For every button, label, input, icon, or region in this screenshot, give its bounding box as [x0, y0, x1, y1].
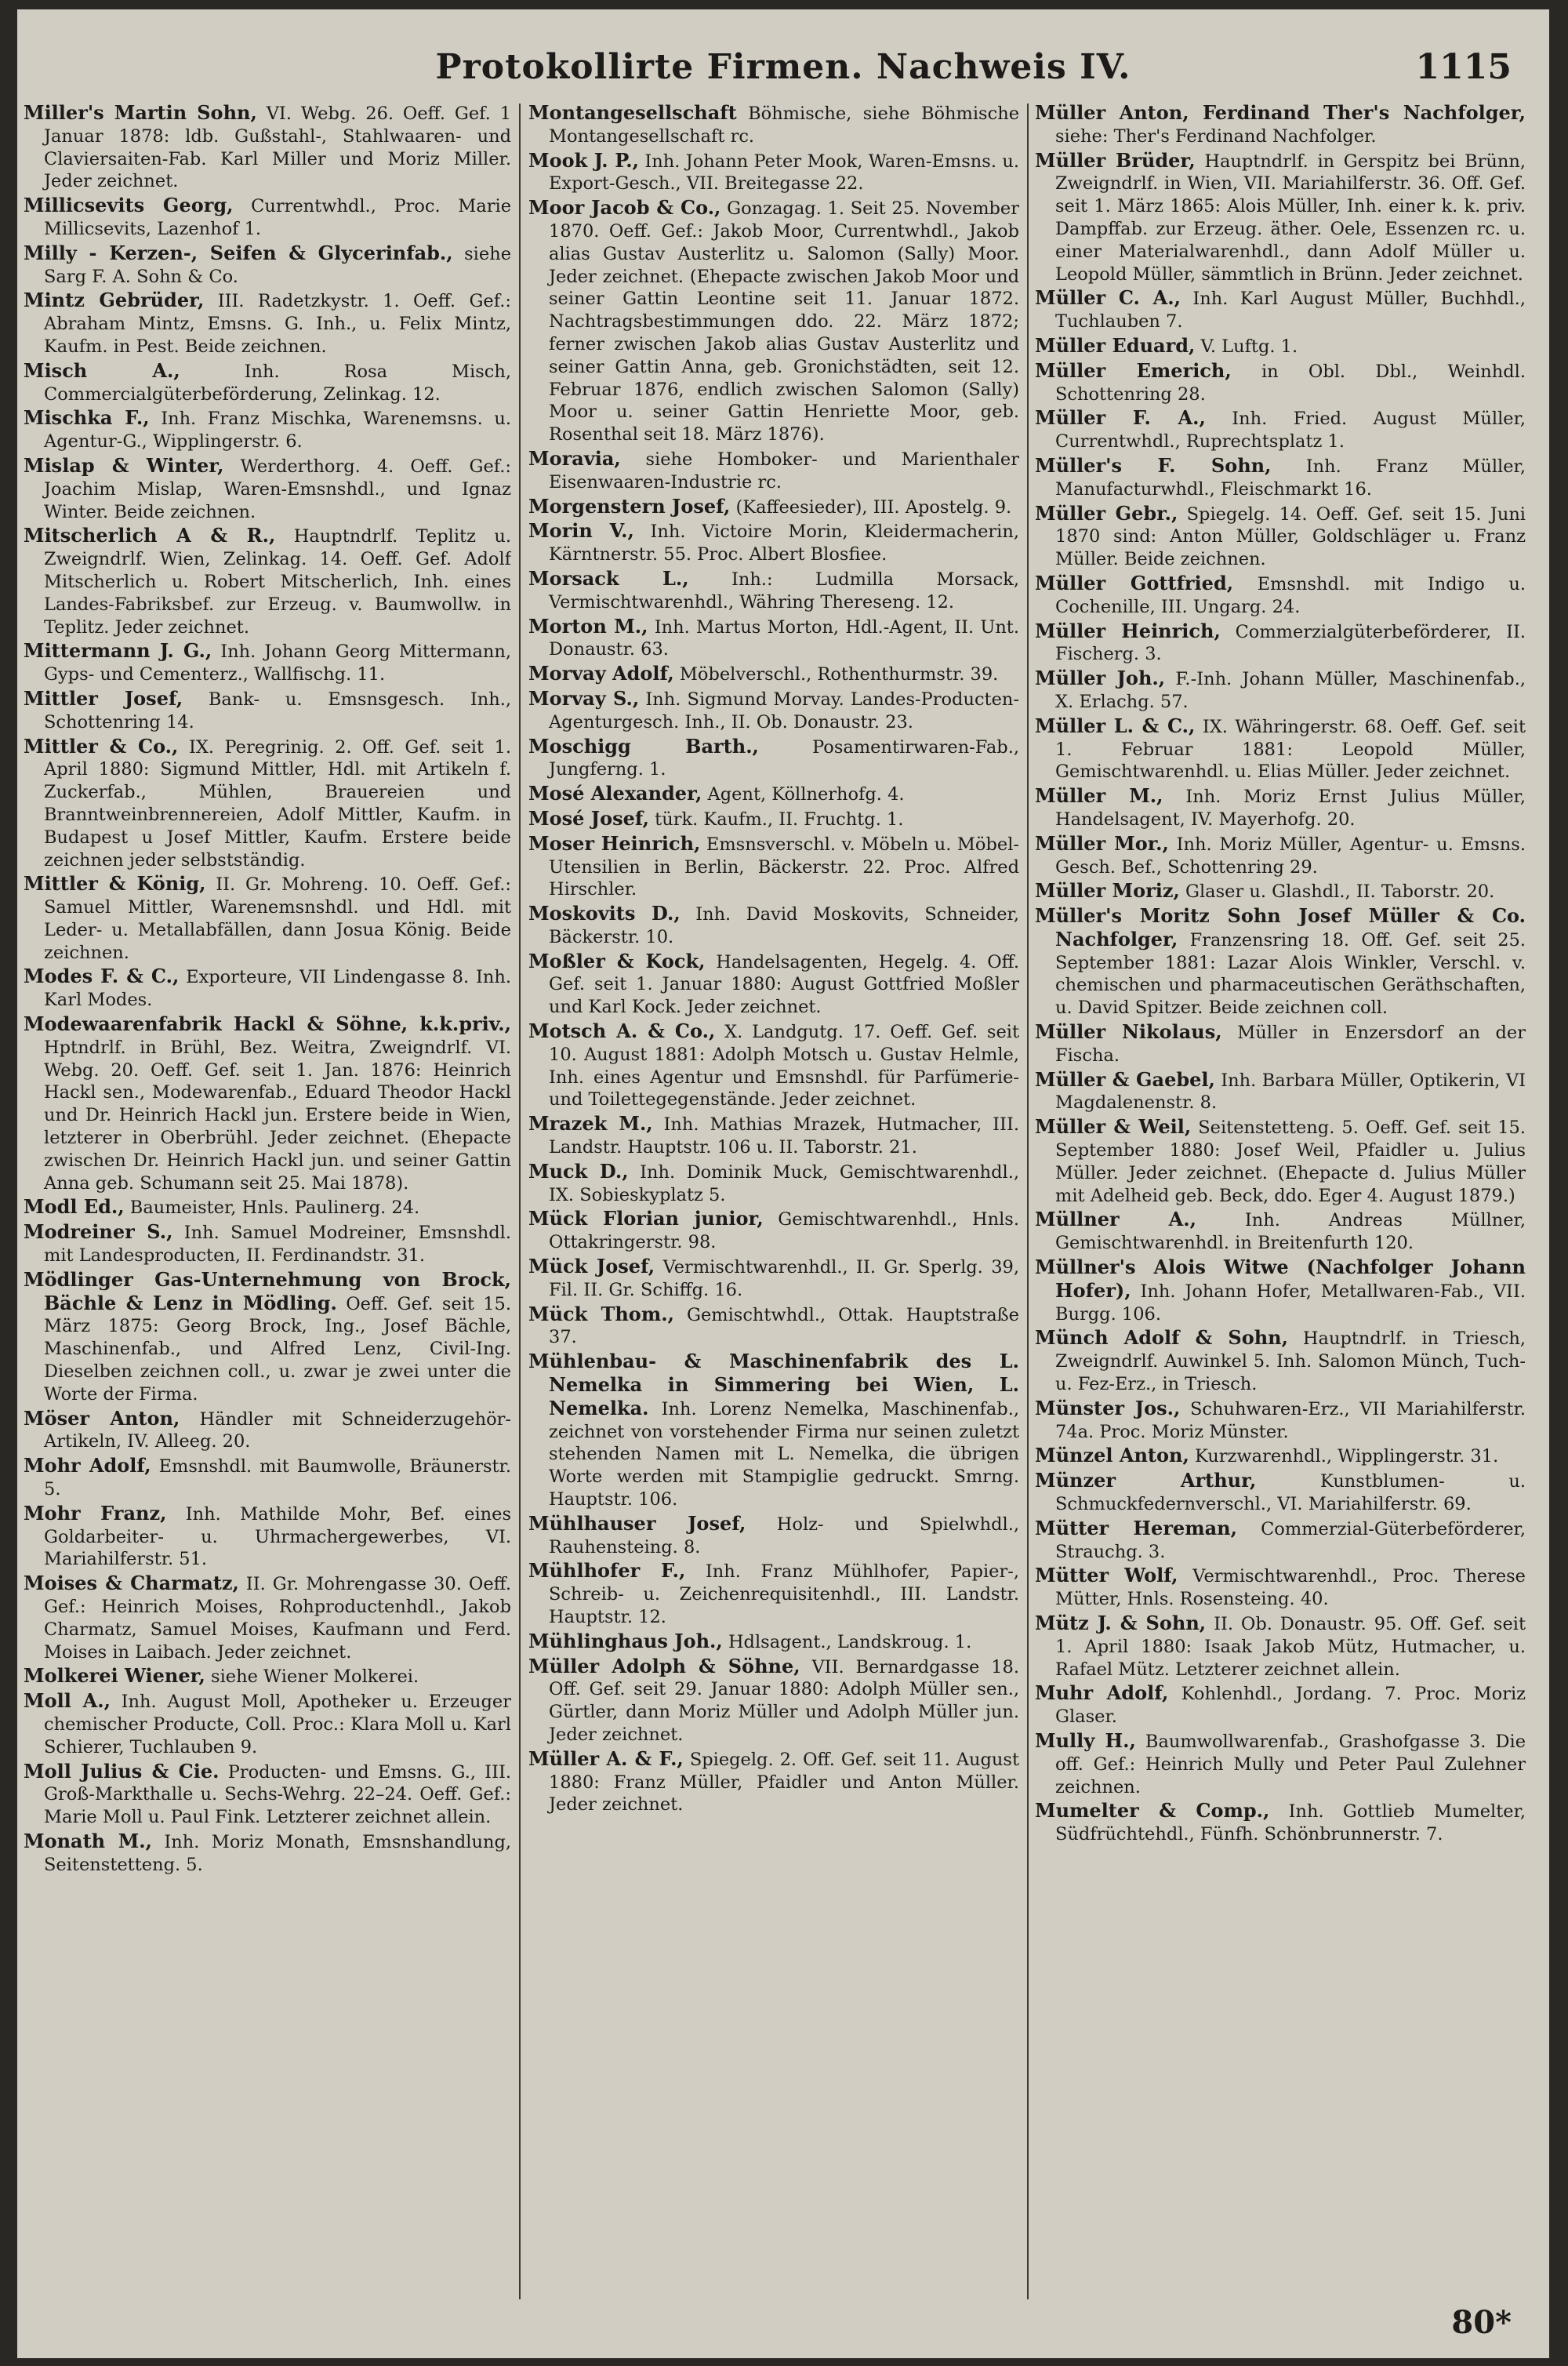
- directory-entry: [528, 496, 1019, 519]
- firm-details: Agent, Köllnerhofg. 4.: [707, 784, 905, 805]
- firm-name: Muck D.,: [528, 1159, 629, 1183]
- firm-name: Müller Anton, Ferdinand Ther's Nachfolger,: [1035, 102, 1526, 124]
- firm-name: Müller Eduard,: [1035, 333, 1196, 357]
- directory-entry: [1035, 287, 1526, 333]
- firm-name: Moskovits D.,: [528, 902, 681, 925]
- firm-details: Exporteure, VII Lindengasse 8. Inh. Karl Modes.: [44, 967, 511, 1011]
- firm-name: Müller Joh.,: [1035, 667, 1166, 690]
- firm-details: Gemischtwarenhdl., Hnls. Ottakringerstr. 98.: [549, 1209, 1019, 1253]
- firm-details: Seitenstetteng. 5. Oeff. Gef. seit 15. September 1880: Josef Weil, Pfaidler u. Julius Müller. Jeder zeichnet. (Ehepacte d. Julius Müller mit Adelheid geb. Beck, ddo. Eger 4. August 1879.): [1055, 1118, 1526, 1206]
- firm-details: Baumwollwarenfab., Grashofgasse 3. Die off. Gef.: Heinrich Mully und Peter Paul Zulehner zeichnen.: [1055, 1731, 1526, 1797]
- directory-entry: [24, 1455, 511, 1501]
- directory-entry: [1035, 667, 1526, 714]
- firm-details: Hptndrlf. in Brühl, Bez. Weitra, Zweigndrlf. VI. Webg. 20. Oeff. Gef. seit 1. Jan. 1876: Heinrich Hackl sen., Modewarenfab., Eduard Theodor Hackl und Dr. Heinrich Hackl jun. Erstere beide in Wien, letzterer in Oberbrühl. Jeder zeichnet. (Ehepacte zwischen Dr. Heinrich Hackl jun. und seiner Gattin Anna geb. Schumann seit 25. Mai 1878).: [44, 1037, 511, 1194]
- firm-details: Inh. Karl August Müller, Buchhdl., Tuchlauben 7.: [1055, 289, 1526, 333]
- firm-name: Müller Mor.,: [1035, 831, 1169, 855]
- directory-entry: [528, 1513, 1019, 1559]
- firm-details: Inh. Mathilde Mohr, Bef. eines Goldarbeiter- u. Uhrmachergewerbes, VI. Mariahilferstr. 51.: [44, 1503, 511, 1570]
- directory-entry: [24, 965, 511, 1012]
- firm-details: Inh. David Moskovits, Schneider, Bäckerstr. 10.: [549, 904, 1019, 947]
- directory-entry: [528, 1161, 1019, 1207]
- firm-name: Mittermann J. G.,: [24, 639, 212, 663]
- firm-details: Inh.: Ludmilla Morsack, Vermischtwarenhdl., Währing Thereseng. 12.: [549, 569, 1019, 612]
- directory-entry: [1035, 1445, 1526, 1468]
- directory-entry: [528, 950, 1019, 1019]
- firm-name: Müller C. A.,: [1035, 286, 1181, 310]
- firm-details: VI. Webg. 26. Oeff. Gef. 1 Januar 1878: ldb. Gußstahl-, Stahlwaaren- und Claviersaiten-Fab. Karl Miller und Moriz Miller. Jeder zeichnet.: [44, 104, 511, 192]
- directory-entry: [24, 1408, 511, 1454]
- firm-name: Müller A. & F.,: [528, 1746, 684, 1770]
- directory-entry: [1035, 1327, 1526, 1395]
- directory-entry: [528, 1748, 1019, 1816]
- firm-details: Producten- und Emsns. G., III. Groß-Markthalle u. Sechs-Wehrg. 22–24. Oeff. Gef.: Marie Moll u. Paul Fink. Letzterer zeichnet allein.: [44, 1761, 511, 1828]
- directory-entry: [24, 194, 511, 241]
- directory-entry: [528, 616, 1019, 662]
- directory-entry: [1035, 1256, 1526, 1325]
- page-title: Protokollirte Firmen. Nachweis IV.: [435, 47, 1131, 87]
- firm-name: Möser Anton,: [24, 1406, 180, 1430]
- directory-entry: [24, 1830, 511, 1877]
- firm-name: Mittler & Co.,: [24, 734, 179, 758]
- firm-details: Inh. Samuel Modreiner, Emsnshdl. mit Landesproducten, II. Ferdinandstr. 31.: [44, 1223, 511, 1267]
- firm-details: Hauptndrlf. Teplitz u. Zweigndrlf. Wien, Zelinkag. 14. Oeff. Gef. Adolf Mitscherlich u. Robert Mitscherlich, Inh. eines Landes-Fabriksbef. zur Erzeug. v. Baumwollw. in Teplitz. Jeder zeichnet.: [44, 526, 511, 638]
- firm-name: Müller & Gaebel,: [1035, 1067, 1215, 1091]
- firm-name: Miller's Martin Sohn,: [24, 102, 257, 124]
- firm-name: Mumelter & Comp.,: [1035, 1799, 1270, 1823]
- firm-details: Emsnshdl. mit Baumwolle, Bräunerstr. 5.: [44, 1456, 511, 1500]
- firm-details: Emsnsverschl. v. Möbeln u. Möbel-Utensilien in Berlin, Bäckerstr. 22. Proc. Alfred Hirschler.: [549, 834, 1019, 900]
- directory-entry: [528, 1208, 1019, 1254]
- directory-entry: [528, 520, 1019, 566]
- firm-details: Vermischtwarenhdl., Proc. Therese Mütter, Hnls. Rosensteing. 40.: [1055, 1566, 1526, 1610]
- firm-details: Commerzialgüterbeförderer, II. Fischerg. 3.: [1055, 621, 1526, 665]
- directory-entry: [1035, 1116, 1526, 1207]
- firm-name: Morin V.,: [528, 519, 634, 543]
- directory-entry: [24, 525, 511, 638]
- firm-details: Spiegelg. 2. Off. Gef. seit 11. August 1880: Franz Müller, Pfaidler und Anton Müller. Jeder zeichnet.: [549, 1749, 1019, 1815]
- firm-name: Moravia,: [528, 446, 621, 470]
- firm-details: III. Radetzkystr. 1. Oeff. Gef.: Abraham Mintz, Emsns. G. Inh., u. Felix Mintz, Kaufm. in Pest. Beide zeichnen.: [44, 291, 511, 357]
- firm-name: Moor Jacob & Co.,: [528, 196, 721, 220]
- directory-entry: [528, 663, 1019, 686]
- firm-details: II. Gr. Mohreng. 10. Oeff. Gef.: Samuel Mittler, Warenemsnshdl. und Hdl. mit Leder- u. Metallabfällen, dann Josua König. Beide zeichnen.: [44, 874, 511, 963]
- firm-name: Mütz J. & Sohn,: [1035, 1612, 1207, 1634]
- directory-entry: [24, 873, 511, 964]
- firm-details: Inh. Mathias Mrazek, Hutmacher, III. Landstr. Hauptstr. 106 u. II. Taborstr. 21.: [549, 1114, 1019, 1158]
- directory-entry: [1035, 1565, 1526, 1611]
- column-divider: [519, 104, 521, 2299]
- firm-name: Müller Gebr.,: [1035, 501, 1178, 525]
- firm-name: Mück Thom.,: [528, 1302, 674, 1325]
- firm-details: Inh. Victoire Morin, Kleidermacherin, Kärntnerstr. 55. Proc. Albert Blosfiee.: [549, 522, 1019, 565]
- firm-details: Handelsagenten, Hegelg. 4. Off. Gef. seit 1. Januar 1880: August Gottfried Moßler und Karl Kock. Jeder zeichnet.: [549, 951, 1019, 1018]
- firm-details: siehe Sarg F. A. Sohn & Co.: [44, 243, 511, 287]
- directory-entry: [1035, 1730, 1526, 1798]
- firm-name: Mödlinger Gas-Unternehmung von Brock, Bächle & Lenz in Mödling.: [24, 1267, 511, 1314]
- firm-name: Moßler & Kock,: [528, 949, 706, 972]
- directory-entry: [1035, 1612, 1526, 1681]
- firm-name: Mislap & Winter,: [24, 453, 224, 477]
- directory-entry: [528, 688, 1019, 734]
- firm-name: Müller Brüder,: [1035, 148, 1196, 172]
- firm-details: Inh. Andreas Müllner, Gemischtwarenhdl. in Breitenfurth 120.: [1055, 1210, 1526, 1254]
- firm-details: türk. Kaufm., II. Fruchtg. 1.: [655, 809, 904, 830]
- firm-details: IX. Peregrinig. 2. Off. Gef. seit 1. April 1880: Sigmund Mittler, Hdl. mit Artikeln f. Zuckerfab., Mühlen, Brauereien und Branntweinbrennereien, Adolf Mittler, Kaufm. in Budapest u Josef Mittler, Kaufm. Erstere beide zeichnen jeder selbstständig.: [44, 736, 511, 870]
- firm-details: (Kaffeesieder), III. Apostelg. 9.: [735, 496, 1012, 518]
- firm-details: Holz- und Spielwhdl., Rauhensteing. 8.: [549, 1514, 1019, 1557]
- directory-entry: [24, 1665, 511, 1688]
- firm-details: Hauptndrlf. in Gerspitz bei Brünn, Zweigndrlf. in Wien, VII. Mariahilferstr. 36. Off. Gef. seit 1. März 1865: Alois Müller, Inh. einer k. k. priv. Dampffab. zur Erzeug. äther. Oele, Essenzen rc. u. einer Materialwarenhdl., dann Adolf Müller u. Leopold Müller, sämmtlich in Brünn. Jeder zeichnet.: [1055, 151, 1526, 285]
- firm-name: Müller's F. Sohn,: [1035, 453, 1272, 477]
- firm-name: Monath M.,: [24, 1829, 152, 1852]
- firm-details: Spiegelg. 14. Oeff. Gef. seit 15. Juni 1870 sind: Anton Müller, Goldschläger u. Franz Müller. Beide zeichnen.: [1055, 503, 1526, 570]
- firm-name: Misch A.,: [24, 358, 180, 382]
- firm-name: Mitscherlich A & R.,: [24, 524, 276, 547]
- directory-entry: [528, 1303, 1019, 1350]
- firm-details: Böhmische, siehe Böhmische Montangesellschaft rc.: [549, 104, 1019, 147]
- firm-name: Müller Nikolaus,: [1035, 1020, 1222, 1044]
- column-3: [1035, 102, 1526, 2298]
- directory-entry: [528, 1256, 1019, 1302]
- firm-name: Muhr Adolf,: [1035, 1681, 1169, 1705]
- directory-entry: [24, 289, 511, 358]
- firm-name: Modes F. & C.,: [24, 965, 180, 988]
- firm-details: Müller in Enzersdorf an der Fischa.: [1055, 1023, 1526, 1066]
- directory-entry: [24, 1761, 511, 1829]
- column-2: [528, 102, 1019, 2298]
- column-1: [24, 102, 511, 2298]
- firm-details: Werderthorg. 4. Oeff. Gef.: Joachim Mislap, Waren-Emsnshdl., und Ignaz Winter. Beide zeichnen.: [44, 456, 511, 522]
- firm-details: Posamentirwaren-Fab., Jungferng. 1.: [549, 736, 1019, 780]
- directory-entry: [24, 1690, 511, 1758]
- firm-details: Inh. Rosa Misch, Commercialgüterbeförderung, Zelinkag. 12.: [44, 361, 511, 405]
- directory-entry: [24, 360, 511, 406]
- firm-details: Kurzwarenhdl., Wipplingerstr. 31.: [1194, 1446, 1499, 1467]
- firm-name: Müllner A.,: [1035, 1208, 1197, 1231]
- directory-entry: [24, 1196, 511, 1219]
- firm-details: Gonzagag. 1. Seit 25. November 1870. Oeff. Gef.: Jakob Moor, Currentwhdl., Jakob alias Gustav Austerlitz u. Salomon (Sally) Moor. Jeder zeichnet. (Ehepacte zwischen Jakob Moor und seiner Gattin Leontine seit 11. Januar 1872. Nachtragsbestimmungen ddo. 22. März 1872; ferner zwischen Jakob alias Gustav Austerlitz und seiner Gattin Anna, geb. Gronichstädten, seit 12. Februar 1876, endlich zwischen Salomon (Sally) Moor u. seiner Gattin Henriette Moor, geb. Rosenthal seit 18. März 1876).: [549, 198, 1019, 445]
- firm-name: Mook J. P.,: [528, 148, 639, 172]
- page-header: [17, 9, 1549, 96]
- directory-entry: [528, 1113, 1019, 1159]
- directory-entry: [528, 833, 1019, 901]
- firm-details: Inh. Fried. August Müller, Currentwhdl., Ruprechtsplatz 1.: [1055, 409, 1526, 452]
- firm-details: Hauptndrlf. in Triesch, Zweigndrlf. Auwinkel 5. Inh. Salomon Münch, Tuch- u. Fez-Erz., in Triesch.: [1055, 1328, 1526, 1395]
- firm-name: Mischka F.,: [24, 406, 150, 430]
- firm-details: Möbelverschl., Rothenthurmstr. 39.: [679, 664, 999, 685]
- firm-details: V. Luftg. 1.: [1200, 336, 1298, 357]
- firm-name: Morvay Adolf,: [528, 662, 674, 685]
- firm-name: Molkerei Wiener,: [24, 1664, 205, 1688]
- directory-entry: [1035, 1470, 1526, 1516]
- firm-details: Vermischtwarenhdl., II. Gr. Sperlg. 39, Fil. II. Gr. Schiffg. 16.: [549, 1257, 1019, 1300]
- firm-name: Mück Josef,: [528, 1255, 655, 1278]
- firm-name: Moser Heinrich,: [528, 831, 701, 855]
- directory-entry: [1035, 785, 1526, 831]
- firm-details: II. Ob. Donaustr. 95. Off. Gef. seit 1. April 1880: Isaak Jakob Mütz, Hutmacher, u. Rafael Mütz. Letzterer zeichnet allein.: [1055, 1614, 1526, 1680]
- firm-name: Modreiner S.,: [24, 1220, 173, 1244]
- firm-details: Oeff. Gef. seit 15. März 1875: Georg Brock, Ing., Josef Bächle, Maschinenfab., und Alfred Lenz, Civil-Ing. Dieselben zeichnen coll., u. zwar je zwei unter die Worte der Firma.: [44, 1293, 511, 1405]
- firm-details: Franzensring 18. Off. Gef. seit 25. September 1881: Lazar Alois Winkler, Verschl. v. chemischen und pharmaceutischen Geräthschaften, u. David Spitzer. Beide zeichnen coll.: [1055, 929, 1526, 1019]
- firm-name: Müller Heinrich,: [1035, 619, 1221, 642]
- directory-entry: [24, 102, 511, 193]
- firm-name: Mohr Adolf,: [24, 1454, 151, 1477]
- directory-entry: [24, 242, 511, 289]
- directory-entry: [1035, 715, 1526, 783]
- directory-entry: [1035, 1800, 1526, 1846]
- firm-name: Müller's Moritz Sohn Josef Müller & Co. Nachfolger,: [1035, 904, 1526, 950]
- directory-entry: [24, 1013, 511, 1194]
- directory-entry: [1035, 620, 1526, 667]
- directory-entry: [24, 455, 511, 523]
- column-divider: [1027, 104, 1029, 2299]
- firm-name: Mosé Alexander,: [528, 782, 702, 805]
- firm-details: in Obl. Dbl., Weinhdl. Schottenring 28.: [1055, 361, 1526, 405]
- firm-name: Modewaarenfabrik Hackl & Söhne, k.k.priv.,: [24, 1012, 511, 1036]
- firm-details: Inh. Johann Hofer, Metallwaren-Fab., VII. Burgg. 106.: [1055, 1281, 1526, 1325]
- firm-details: F.-Inh. Johann Müller, Maschinenfab., X. Erlachg. 57.: [1055, 669, 1526, 712]
- firm-name: Moschigg Barth.,: [528, 734, 759, 758]
- firm-details: Händler mit Schneiderzugehör-Artikeln, IV. Alleeg. 20.: [44, 1408, 511, 1452]
- firm-name: Müller L. & C.,: [1035, 714, 1196, 737]
- firm-name: Müller Emerich,: [1035, 358, 1232, 382]
- firm-name: Mütter Hereman,: [1035, 1516, 1237, 1539]
- directory-entry: [1035, 905, 1526, 1019]
- directory-entry: [1035, 150, 1526, 286]
- firm-details: Inh. August Moll, Apotheker u. Erzeuger chemischer Producte, Coll. Proc.: Klara Moll u. Karl Schierer, Tuchlauben 9.: [44, 1692, 511, 1757]
- firm-details: Inh. Franz Mühlhofer, Papier-, Schreib- u. Zeichenrequisitenhdl., III. Landstr. Hauptstr. 12.: [549, 1561, 1019, 1627]
- firm-name: Millicsevits Georg,: [24, 194, 234, 217]
- directory-entry: [1035, 407, 1526, 453]
- directory-entry: [528, 150, 1019, 196]
- firm-name: Morton M.,: [528, 614, 648, 638]
- directory-entry: [24, 1503, 511, 1571]
- directory-entry: [528, 1350, 1019, 1511]
- firm-details: Inh. Johann Peter Mook, Waren-Emsns. u. Export-Gesch., VII. Breitegasse 22.: [549, 151, 1019, 194]
- firm-details: Inh. Barbara Müller, Optikerin, VI Magdalenenstr. 8.: [1055, 1070, 1526, 1114]
- firm-details: Gemischtwhdl., Ottak. Hauptstraße 37.: [549, 1304, 1019, 1348]
- firm-name: Mütter Wolf,: [1035, 1564, 1178, 1587]
- directory-entry: [1035, 1021, 1526, 1067]
- firm-name: Montangesellschaft: [528, 102, 737, 124]
- firm-name: Mintz Gebrüder,: [24, 289, 205, 312]
- firm-details: Inh. Sigmund Morvay. Landes-Producten-Agenturgesch. Inh., II. Ob. Donaustr. 23.: [549, 689, 1019, 732]
- firm-details: VII. Bernardgasse 18. Off. Gef. seit 29. Januar 1880: Adolph Müller sen., Gürtler, dann Moriz Müller und Adolph Müller jun. Jeder zeichnet.: [549, 1656, 1019, 1745]
- firm-details: Emsnshdl. mit Indigo u. Cochenille, III. Ungarg. 24.: [1055, 573, 1526, 617]
- firm-name: Milly - Kerzen-, Seifen & Glycerinfab.,: [24, 241, 453, 264]
- directory-entry: [528, 1655, 1019, 1746]
- firm-name: Morgenstern Josef,: [528, 494, 731, 518]
- firm-name: Müller Gottfried,: [1035, 571, 1234, 594]
- directory-entry: [528, 568, 1019, 614]
- firm-name: Mrazek M.,: [528, 1112, 653, 1136]
- firm-details: Hdlsagent., Landskroug. 1.: [728, 1631, 972, 1652]
- page: [17, 9, 1549, 2358]
- directory-entry: [528, 736, 1019, 782]
- directory-entry: [24, 1269, 511, 1406]
- directory-entry: [528, 783, 1019, 806]
- firm-details: Baumeister, Hnls. Paulinerg. 24.: [129, 1198, 420, 1219]
- directory-entry: [24, 688, 511, 734]
- firm-details: Bank- u. Emsnsgesch. Inh., Schottenring 14.: [44, 689, 511, 732]
- directory-entry: [1035, 102, 1526, 148]
- firm-name: Müller Adolph & Söhne,: [528, 1654, 800, 1677]
- firm-details: II. Gr. Mohrengasse 30. Oeff. Gef.: Heinrich Moises, Rohproductenhdl., Jakob Charmatz, Samuel Moises, Kaufmann und Ferd. Moises in Laibach. Jeder zeichnet.: [44, 1574, 511, 1663]
- firm-details: Inh. Moriz Müller, Agentur- u. Emsns. Gesch. Bef., Schottenring 29.: [1055, 834, 1526, 878]
- firm-details: Inh. Franz Müller, Manufacturwhdl., Fleischmarkt 16.: [1055, 456, 1526, 500]
- firm-name: Müller M.,: [1035, 784, 1163, 808]
- firm-name: Mühlinghaus Joh.,: [528, 1629, 723, 1652]
- directory-entry: [1035, 455, 1526, 501]
- firm-details: Inh. Dominik Muck, Gemischtwarenhdl., IX. Sobieskyplatz 5.: [549, 1161, 1019, 1205]
- firm-name: Mully H.,: [1035, 1728, 1136, 1752]
- directory-entry: [528, 448, 1019, 494]
- firm-details: Schuhwaren-Erz., VII Mariahilferstr. 74a. Proc. Moriz Münster.: [1055, 1398, 1526, 1442]
- firm-name: Mück Florian junior,: [528, 1207, 764, 1230]
- directory-entry: [528, 1630, 1019, 1654]
- firm-details: Inh. Moriz Ernst Julius Müller, Handelsagent, IV. Mayerhofg. 20.: [1055, 787, 1526, 830]
- firm-details: Inh. Lorenz Nemelka, Maschinenfab., zeichnet von vorstehender Firma nur seinen zuletzt stehenden Namen mit L. Nemelka, die übrigen Worte werden mit Stampiglie gedruckt. Smrng. Hauptstr. 106.: [549, 1398, 1019, 1510]
- firm-name: Motsch A. & Co.,: [528, 1019, 716, 1043]
- directory-entry: [1035, 1517, 1526, 1564]
- directory-entry: [1035, 572, 1526, 619]
- directory-entry: [1035, 1397, 1526, 1444]
- directory-entry: [24, 1221, 511, 1267]
- directory-entry: [528, 1560, 1019, 1628]
- firm-name: Mittler & König,: [24, 872, 206, 896]
- firm-name: Münzer Arthur,: [1035, 1469, 1257, 1492]
- firm-name: Münster Jos.,: [1035, 1396, 1181, 1419]
- firm-name: Müller Moriz,: [1035, 879, 1180, 903]
- directory-entry: [1035, 1069, 1526, 1115]
- directory-entry: [1035, 1208, 1526, 1255]
- firm-name: Mühlenbau- & Maschinenfabrik des L. Nemelka in Simmering bei Wien, L. Nemelka.: [528, 1350, 1019, 1419]
- directory-entry: [24, 407, 511, 453]
- firm-name: Müller & Weil,: [1035, 1115, 1192, 1139]
- firm-details: Inh. Gottlieb Mumelter, Südfrüchtehdl., Fünfh. Schönbrunnerstr. 7.: [1055, 1801, 1526, 1845]
- directory-entry: [528, 102, 1019, 148]
- firm-details: Kunstblumen- u. Schmuckfedernverschl., VI. Mariahilferstr. 69.: [1055, 1471, 1526, 1515]
- firm-details: siehe: Ther's Ferdinand Nachfolger.: [1055, 125, 1377, 147]
- firm-details: Glaser u. Glashdl., II. Taborstr. 20.: [1185, 881, 1495, 903]
- directory-entry: [1035, 360, 1526, 406]
- firm-details: IX. Währingerstr. 68. Oeff. Gef. seit 1. Februar 1881: Leopold Müller, Gemischtwarenhdl. u. Elias Müller. Jeder zeichnet.: [1055, 716, 1526, 783]
- directory-entry: [24, 1572, 511, 1663]
- firm-name: Morvay S.,: [528, 686, 640, 710]
- page-number: 1115: [1415, 47, 1512, 87]
- directory-entry: [528, 808, 1019, 831]
- firm-name: Müllner's Alois Witwe (Nachfolger Johann Hofer),: [1035, 1256, 1526, 1302]
- firm-details: Commerzial-Güterbeförderer, Strauchg. 3.: [1055, 1518, 1526, 1562]
- firm-details: siehe Wiener Molkerei.: [211, 1666, 419, 1688]
- firm-name: Münch Adolf & Sohn,: [1035, 1326, 1288, 1350]
- sheet-mark: 80*: [1451, 2304, 1512, 2341]
- firm-details: X. Landgutg. 17. Oeff. Gef. seit 10. August 1881: Adolph Motsch u. Gustav Helmle, Inh. eines Agentur und Emsnshdl. für Parfümerie- und Toilettegegenstände. Jeder zeichnet.: [549, 1022, 1019, 1110]
- firm-details: Kohlenhdl., Jordang. 7. Proc. Moriz Glaser.: [1055, 1684, 1526, 1728]
- firm-name: Mosé Josef,: [528, 806, 650, 830]
- directory-entry: [1035, 880, 1526, 903]
- firm-details: Inh. Martus Morton, Hdl.-Agent, II. Unt. Donaustr. 63.: [549, 616, 1019, 660]
- firm-name: Münzel Anton,: [1035, 1444, 1189, 1467]
- firm-details: siehe Homboker- und Marienthaler Eisenwaaren-Industrie rc.: [549, 449, 1019, 492]
- firm-details: Inh. Franz Mischka, Warenemsns. u. Agentur-G., Wipplingerstr. 6.: [44, 409, 511, 452]
- firm-name: Mittler Josef,: [24, 686, 183, 710]
- firm-details: Inh. Moriz Monath, Emsnshandlung, Seitenstetteng. 5.: [44, 1831, 511, 1875]
- directory-entry: [528, 1020, 1019, 1111]
- firm-name: Moll Julius & Cie.: [24, 1759, 220, 1783]
- firm-details: Currentwhdl., Proc. Marie Millicsevits, Lazenhof 1.: [44, 196, 511, 239]
- directory-entry: [528, 197, 1019, 446]
- firm-name: Moll A.,: [24, 1689, 111, 1713]
- firm-name: Modl Ed.,: [24, 1195, 125, 1219]
- directory-entry: [1035, 503, 1526, 571]
- directory-entry: [1035, 335, 1526, 358]
- firm-details: Inh. Johann Georg Mittermann, Gyps- und Cementerz., Wallfischg. 11.: [44, 641, 511, 685]
- firm-name: Mühlhofer F.,: [528, 1559, 686, 1583]
- firm-name: Moises & Charmatz,: [24, 1572, 239, 1595]
- directory-entry: [24, 736, 511, 872]
- firm-name: Müller F. A.,: [1035, 406, 1206, 430]
- directory-entry: [1035, 1682, 1526, 1728]
- directory-entry: [1035, 833, 1526, 879]
- firm-name: Morsack L.,: [528, 566, 689, 590]
- directory-entry: [24, 640, 511, 686]
- directory-entry: [528, 903, 1019, 949]
- firm-name: Mühlhauser Josef,: [528, 1511, 746, 1535]
- firm-name: Mohr Franz,: [24, 1501, 167, 1525]
